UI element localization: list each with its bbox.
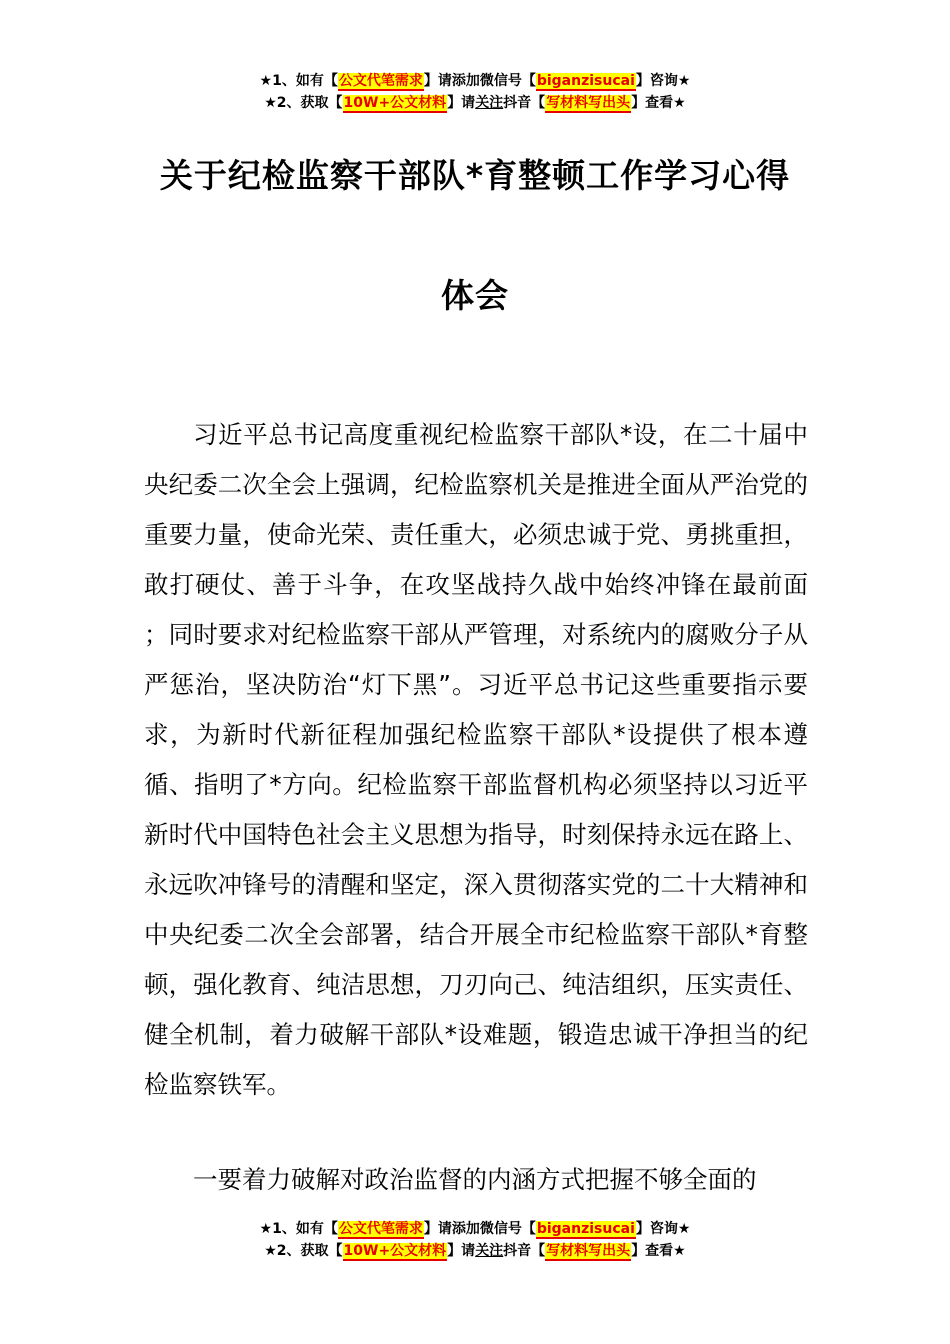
promo-line-1: ★1、如有【公文代笔需求】请添加微信号【biganzisucai】咨询★ (259, 1221, 691, 1237)
promo-highlight-douyin: 写材料写出头 (546, 1243, 631, 1259)
document-title-line-1: 关于纪检监察干部队*育整顿工作学习心得 (159, 156, 791, 195)
promo-highlight-wechat-id: biganzisucai (536, 73, 635, 89)
promo-highlight-materials: 10W+公文材料 (343, 1243, 447, 1259)
promo-highlight-wechat-id: biganzisucai (536, 1221, 635, 1237)
body-paragraph-1: 习近平总书记高度重视纪检监察干部队*设，在二十届中央纪委二次全会上强调，纪检监察机关是推进全面从严治党的重要力量，使命光荣、责任重大，必须忠诚于党、勇挑重担，敢打硬仗、善于斗争，在攻坚战持久战中始终冲锋在最前面 ；同时要求对纪检监察干部从严管理，对系统内的腐败分子从严惩治，坚决防治“灯下黑”。习近平总书记这些重要指示要求，为新时代新征程加强纪检监察干部队*设提供了根本遵循、指明了*方向。纪检监察干部监督机构必须坚持以习近平新时代中国特色社会主义思想为指导，时刻保持永远在路上、永远吹冲锋号的清醒和坚定，深入贯彻落实党的二十大精神和中央纪委二次全会部署，结合开展全市纪检监察干部队*育整顿，强化教育、纯洁思想，刀刃向己、纯洁组织，压实责任、健全机制，着力破解干部队*设难题，锻造忠诚干净担当的纪检监察铁军。 (144, 420, 808, 1099)
promo-line-2: ★2、获取【10W+公文材料】请关注抖音【写材料写出头】查看★ (264, 1243, 686, 1259)
header-promo-banner (0, 70, 950, 114)
promo-highlight-douyin: 写材料写出头 (546, 95, 631, 111)
promo-line-2: ★2、获取【10W+公文材料】请关注抖音【写材料写出头】查看★ (264, 95, 686, 111)
document-title-line-2: 体会 (441, 276, 509, 315)
promo-highlight-materials: 10W+公文材料 (343, 95, 447, 111)
promo-line-1: ★1、如有【公文代笔需求】请添加微信号【biganzisucai】咨询★ (259, 73, 691, 89)
promo-highlight-ghostwriting: 公文代笔需求 (338, 73, 423, 89)
footer-promo-banner (0, 1218, 950, 1262)
body-paragraph-2: 一要着力破解对政治监督的内涵方式把握不够全面的 (193, 1165, 757, 1194)
promo-highlight-ghostwriting: 公文代笔需求 (338, 1221, 423, 1237)
